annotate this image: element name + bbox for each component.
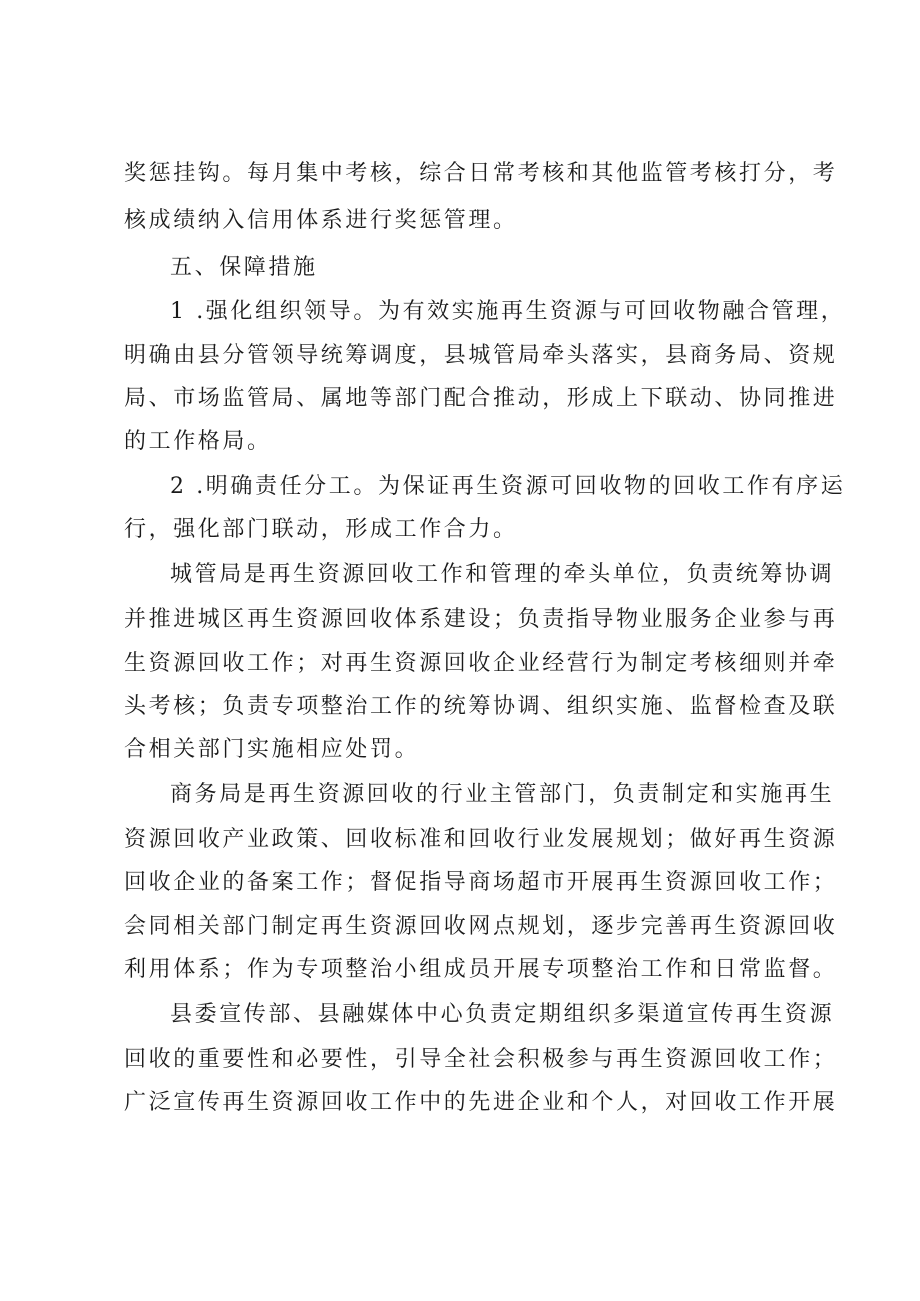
text-line: 资源回收产业政策、回收标准和回收行业发展规划；做好再生资源 [124,827,838,852]
text-line: 头考核；负责专项整治工作的统筹协调、组织实施、监督检查及联 [124,694,838,719]
text-line: 回收的重要性和必要性，引导全社会积极参与再生资源回收工作； [124,1047,838,1072]
text-line: 奖惩挂钩。每月集中考核，综合日常考核和其他监管考核打分，考 [124,161,838,186]
text-line: 的工作格局。 [124,429,272,454]
section-heading: 五、保障措施 [170,255,318,280]
text-line: 会同相关部门制定再生资源回收网点规划，逐步完善再生资源回收 [124,914,838,939]
text-line: 广泛宣传再生资源回收工作中的先进企业和个人，对回收工作开展 [124,1090,838,1115]
text-line: 局、市场监管局、属地等部门配合推动，形成上下联动、协同推进 [124,386,838,411]
text-line: 行，强化部门联动，形成工作合力。 [124,517,518,542]
text-line: 2 .明确责任分工。为保证再生资源可回收物的回收工作有序运 [170,474,846,499]
text-line: 明确由县分管领导统筹调度，县城管局牵头落实，县商务局、资规 [124,343,838,368]
text-line: 利用体系；作为专项整治小组成员开展专项整治工作和日常监督。 [124,957,838,982]
text-line: 回收企业的备案工作；督促指导商场超市开展再生资源回收工作； [124,870,838,895]
text-line: 1 .强化组织领导。为有效实施再生资源与可回收物融合管理， [170,299,846,324]
text-line: 县委宣传部、县融媒体中心负责定期组织多渠道宣传再生资源 [170,1002,835,1027]
text-line: 城管局是再生资源回收工作和管理的牵头单位，负责统筹协调 [170,562,835,587]
text-line: 合相关部门实施相应处罚。 [124,737,420,762]
text-line: 商务局是再生资源回收的行业主管部门，负责制定和实施再生 [170,782,835,807]
text-line: 核成绩纳入信用体系进行奖惩管理。 [124,208,518,233]
text-line: 并推进城区再生资源回收体系建设；负责指导物业服务企业参与再 [124,607,838,632]
text-line: 生资源回收工作；对再生资源回收企业经营行为制定考核细则并牵 [124,651,838,676]
